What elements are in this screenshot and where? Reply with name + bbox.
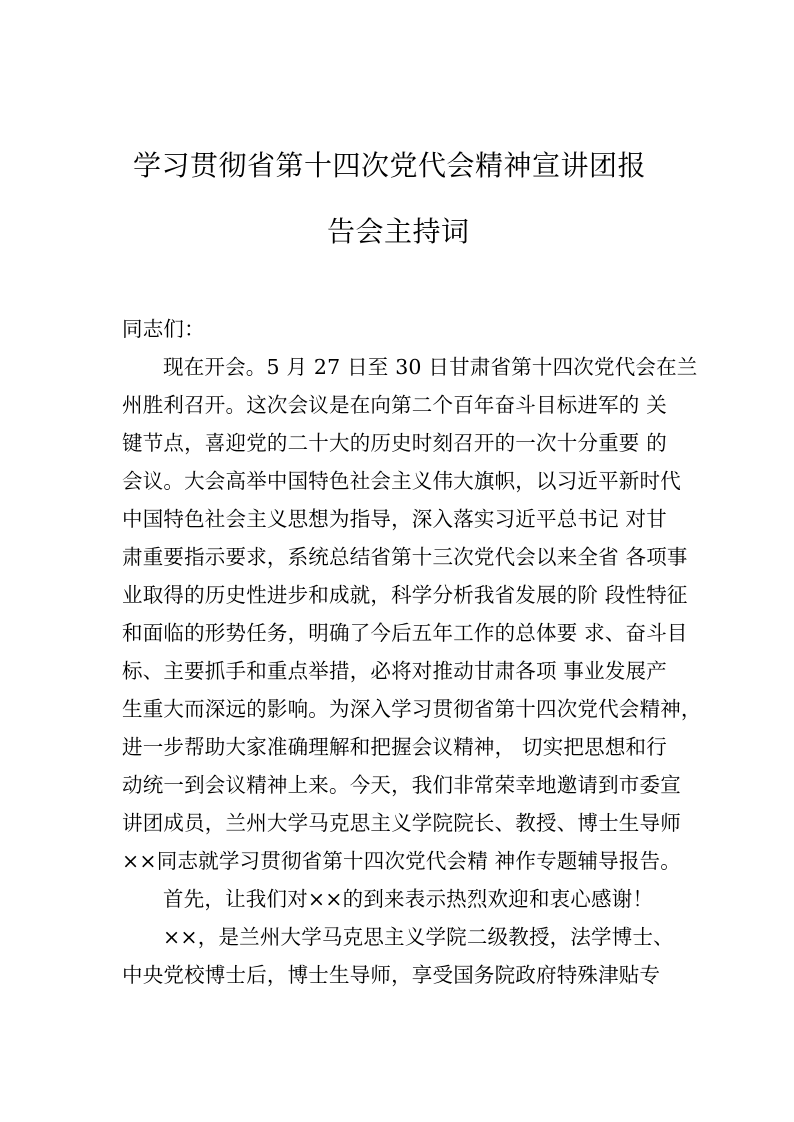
body-line: 动统一到会议精神上来。今天，我们非常荣幸地邀请到市委宣 xyxy=(122,773,681,797)
body-line: 进一步帮助大家准确理解和把握会议精神， 切实把思想和行 xyxy=(122,735,667,759)
body-line: ××同志就学习贯彻省第十四次党代会精 神作专题辅导报告。 xyxy=(122,849,681,873)
document-title-line-1: 学习贯彻省第十四次党代会精神宣讲团报 xyxy=(133,149,647,182)
body-line: 州胜利召开。这次会议是在向第二个百年奋斗目标进军的 关 xyxy=(122,393,667,417)
body-line: ××，是兰州大学马克思主义学院二级教授，法学博士、 xyxy=(163,925,674,949)
salutation: 同志们： xyxy=(122,317,205,341)
body-line: 标、主要抓手和重点举措，必将对推动甘肃各项 事业发展产 xyxy=(122,659,667,683)
body-line: 和面临的形势任务，明确了今后五年工作的总体要 求、奋斗目 xyxy=(122,621,688,645)
body-line: 现在开会。5 月 27 日至 30 日甘肃省第十四次党代会在兰 xyxy=(163,355,698,379)
body-line: 业取得的历史性进步和成就，科学分析我省发展的阶 段性特征 xyxy=(122,583,688,607)
body-line: 会议。大会高举中国特色社会主义伟大旗帜，以习近平新时代 xyxy=(122,469,681,493)
body-line: 肃重要指示要求，系统总结省第十三次党代会以来全省 各项事 xyxy=(122,545,688,569)
body-line: 讲团成员，兰州大学马克思主义学院院长、教授、博士生导师 xyxy=(122,811,681,835)
body-line: 生重大而深远的影响。为深入学习贯彻省第十四次党代会精神， xyxy=(122,697,702,721)
body-line: 中央党校博士后，博士生导师，享受国务院政府特殊津贴专 xyxy=(122,963,661,987)
body-line: 中国特色社会主义思想为指导，深入落实习近平总书记 对甘 xyxy=(122,507,667,531)
body-line: 首先，让我们对××的到来表示热烈欢迎和衷心感谢！ xyxy=(163,887,654,911)
body-line: 键节点，喜迎党的二十大的历史时刻召开的一次十分重要 的 xyxy=(122,431,667,455)
document-title-line-2: 告会主持词 xyxy=(327,215,470,248)
